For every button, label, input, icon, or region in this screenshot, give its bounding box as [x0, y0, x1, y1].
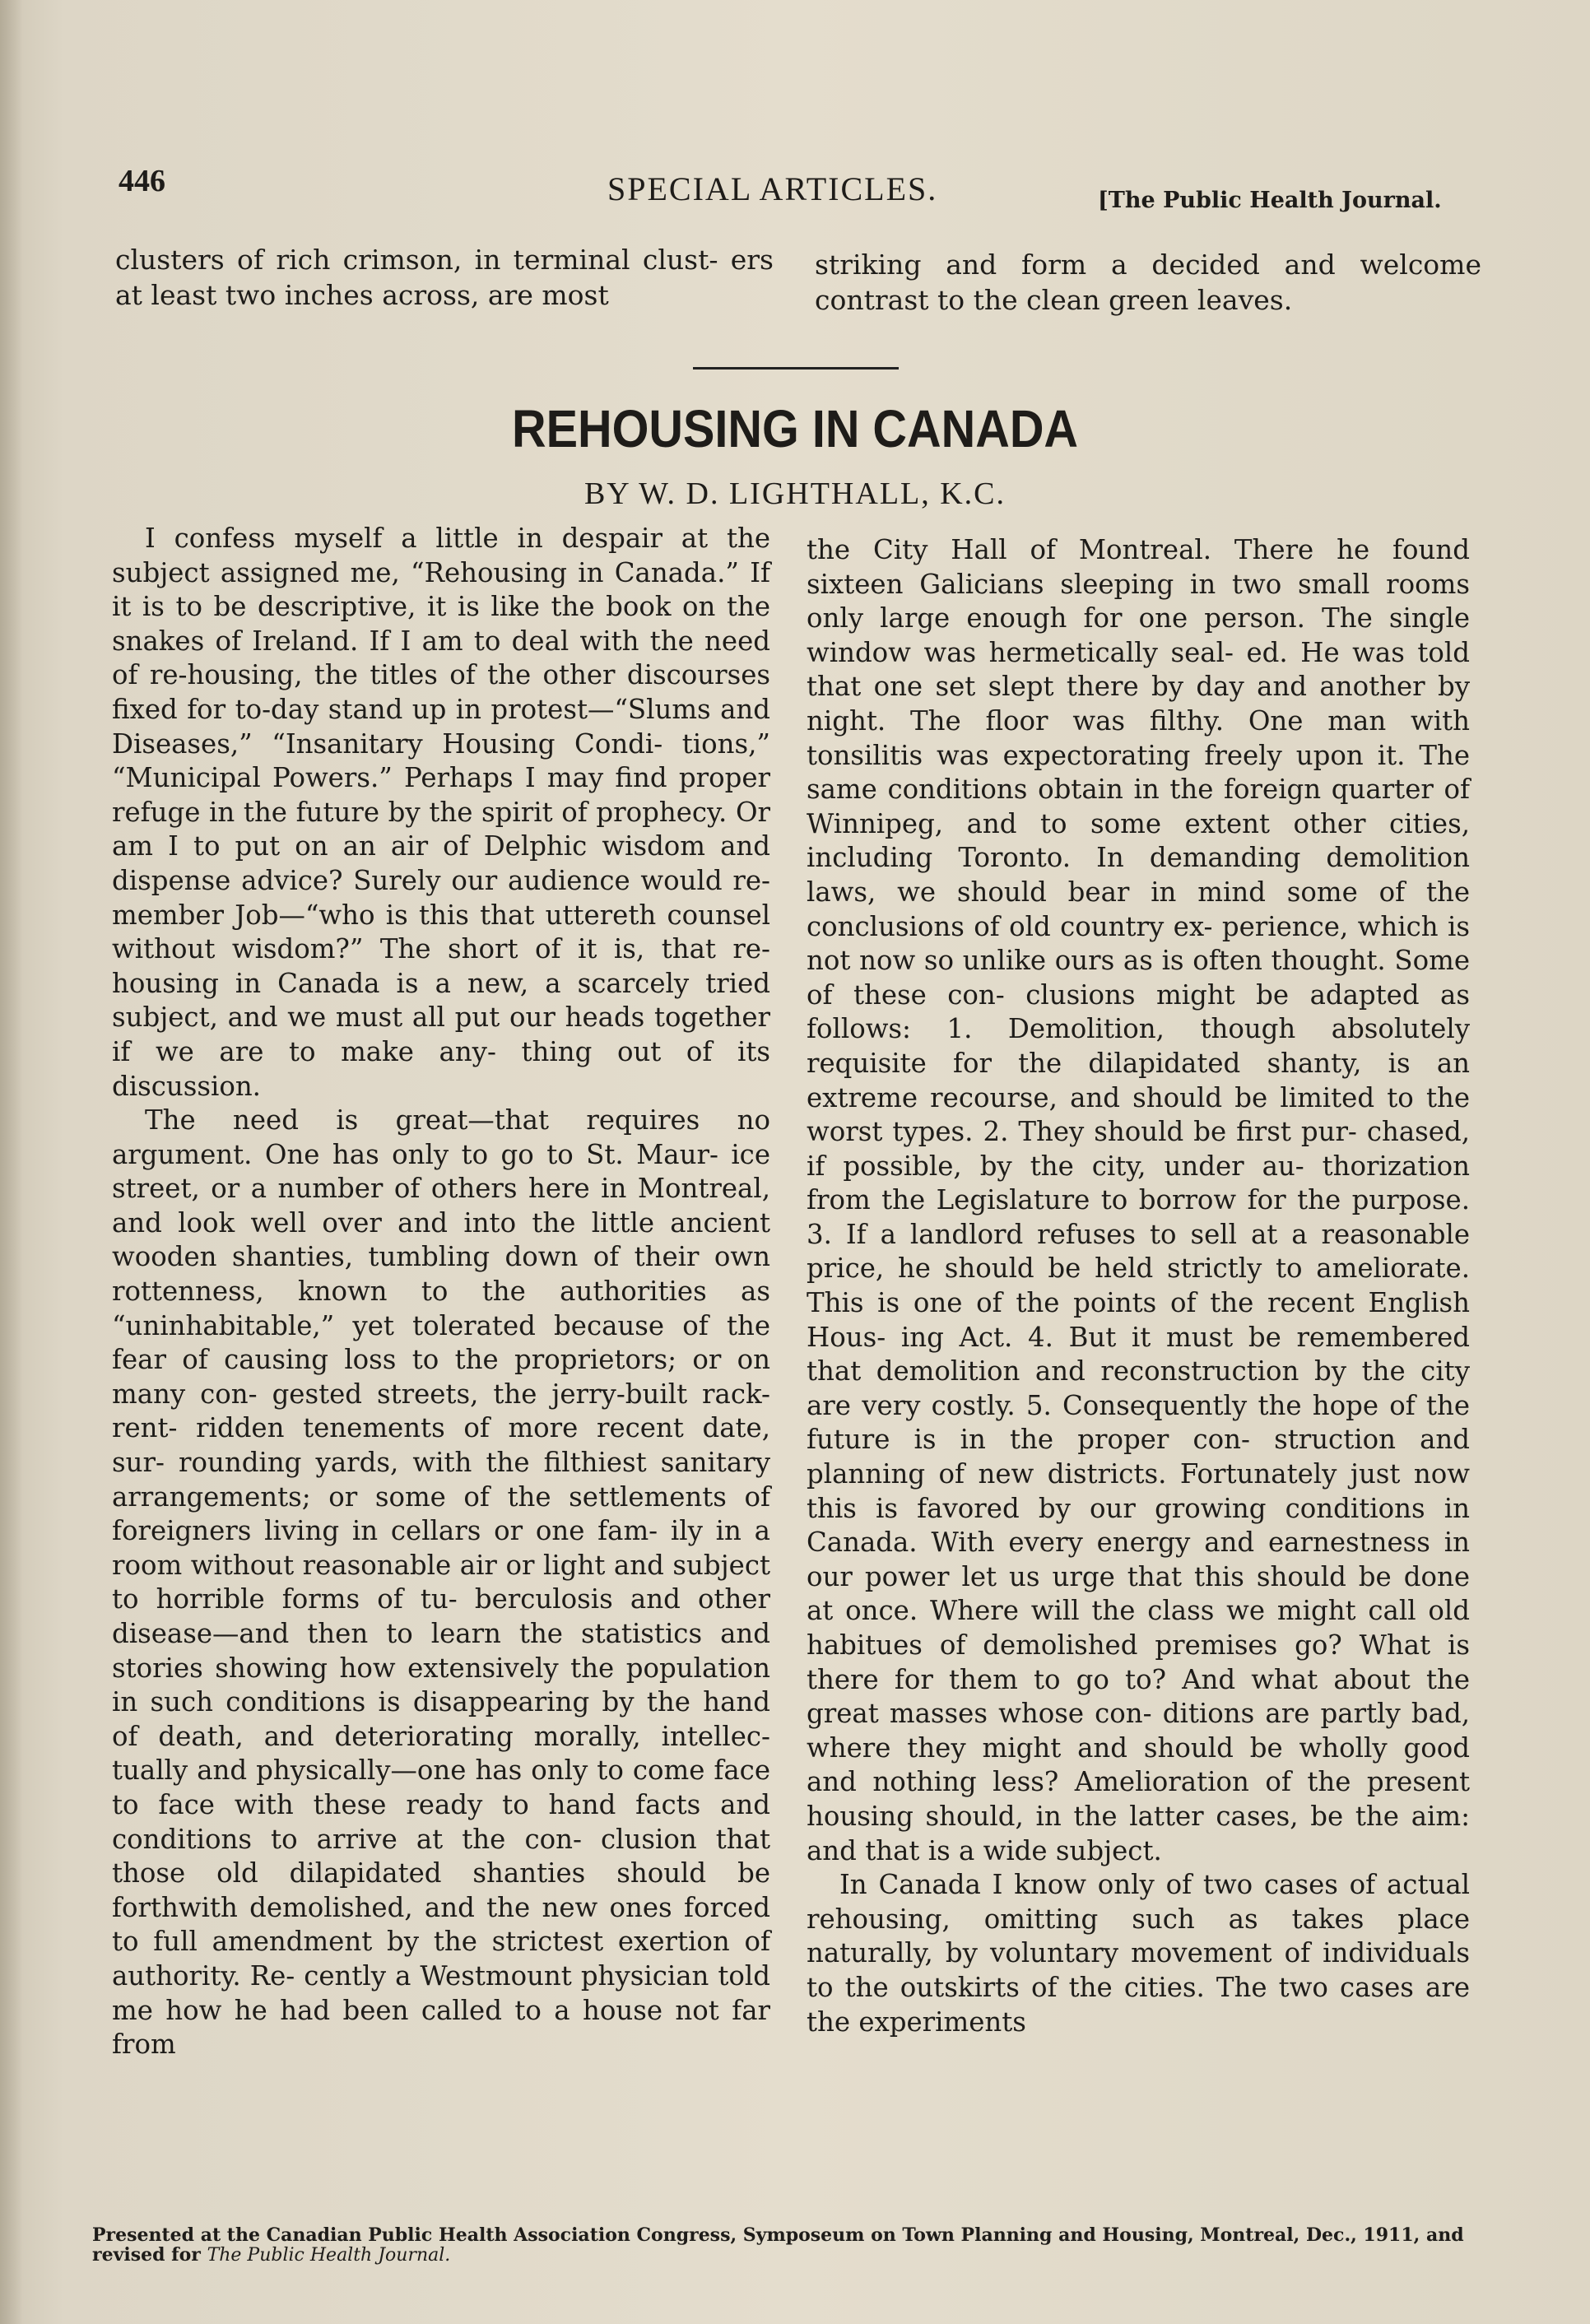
footnote-text: Presented at the Canadian Public Health Association Congress, Symposeum on Town Planning and Housing, Montreal, Dec., 1911, and revised for: [92, 2224, 1464, 2266]
section-divider: [693, 367, 899, 370]
article-title: REHOUSING IN CANADA: [511, 399, 1079, 458]
previous-article-right-text: striking and form a decided and welcome contrast to the clean green leaves.: [815, 249, 1481, 316]
article-paragraph: The need is great—that requires no argument. One has only to go to St. Maur- ice street, or a number of others here in Montreal, and look well over and into the little ancient wooden shanties, tumbling down of their own rottenness, known to the authorities as “uninhabitable,” yet tolerated because of the fear of causing loss to the proprietors; or on many con- gested streets, the jerry-built rack-rent- ridden tenements of more recent date, sur- rounding yards, with the filthiest sanitary arrangements; or some of the settlements of foreigners living in cellars or one fam- ily in a room without reasonable air or light and subject to horrible forms of tu- berculosis and other disease—and then to learn the statistics and stories showing how extensively the population in such conditions is disappearing by the hand of death, and deteriorating morally, intellec- tually and physically—one has only to come face to face with these ready to hand facts and conditions to arrive at the con- clusion that those old dilapidated shanties should be forthwith demolished, and the new ones forced to full amendment by the strictest exertion of authority. Re- cently a Westmount physician told me how he had been called to a house not far from: [112, 1104, 770, 2061]
footnote: [92, 2225, 1491, 2266]
article-byline: BY W. D. LIGHTHALL, K.C.: [583, 476, 1007, 511]
article-paragraph: the City Hall of Montreal. There he found sixteen Galicians sleeping in two small rooms only large enough for one person. The single window was hermetically seal- ed. He was told that one set slept there by day and another by night. The floor was filthy. One man with tonsilitis was expectorating freely upon it. The same conditions obtain in the foreign quarter of Winnipeg, and to some extent other cities, including Toronto. In demanding demolition laws, we should bear in mind some of the conclusions of old country ex- perience, which is not now so unlike ours as is often thought. Some of these con- clusions might be adapted as follows: 1. Demolition, though absolutely requisite for the dilapidated shanty, is an extreme recourse, and should be limited to the worst types. 2. They should be first pur- chased, if possible, by the city, under au- thorization from the Legislature to borrow for the purpose. 3. If a landlord refuses to sell at a reasonable price, he should be held strictly to ameliorate. This is one of the points of the recent English Hous- ing Act. 4. But it must be remembered that demolition and reconstruction by the city are very costly. 5. Consequently the hope of the future is in the proper con- struction and planning of new districts. Fortunately just now this is favored by our growing conditions in Canada. With every energy and earnestness in our power let us urge that this should be done at once. Where will the class we might call old habitues of demolished premises go? What is there for them to go to? And what about the great masses whose con- ditions are partly bad, where they might and should be wholly good and nothing less? Amelioration of the present housing should, in the latter cases, be the aim: and that is a wide subject.: [807, 534, 1470, 1866]
page-spine-shadow: [0, 0, 23, 2324]
article-paragraph: I confess myself a little in despair at the subject assigned me, “Rehousing in Canada.” If it is to be descriptive, it is like the book on the snakes of Ireland. If I am to deal with the need of re-housing, the titles of the other discourses fixed for to-day stand up in protest—“Slums and Diseases,” “Insanitary Housing Condi- tions,” “Municipal Powers.” Perhaps I may find proper refuge in the future by the spirit of prophecy. Or am I to put on an air of Delphic wisdom and dispense advice? Surely our audience would re- member Job—“who is this that uttereth counsel without wisdom?” The short of it is, that re-housing in Canada is a new, a scarcely tried subject, and we must all put our heads together if we are to make any- thing out of its discussion.: [112, 523, 770, 1102]
previous-article-left-column: [115, 242, 774, 313]
journal-name: [The Public Health Journal.: [1098, 188, 1442, 213]
previous-article-left-text: clusters of rich crimson, in terminal clust- ers at least two inches across, are most: [115, 244, 774, 311]
footnote-journal-title: The Public Health Journal.: [207, 2245, 451, 2266]
article-left-column: [112, 522, 770, 2062]
page-number: 446: [119, 164, 165, 198]
article-right-column: [807, 533, 1470, 2039]
article-paragraph: In Canada I know only of two cases of actual rehousing, omitting such as takes place naturally, by voluntary movement of individuals to the outskirts of the cities. The two cases are the experiments: [807, 1869, 1470, 2038]
running-head: SPECIAL ARTICLES.: [607, 170, 938, 207]
previous-article-right-column: [815, 247, 1481, 318]
